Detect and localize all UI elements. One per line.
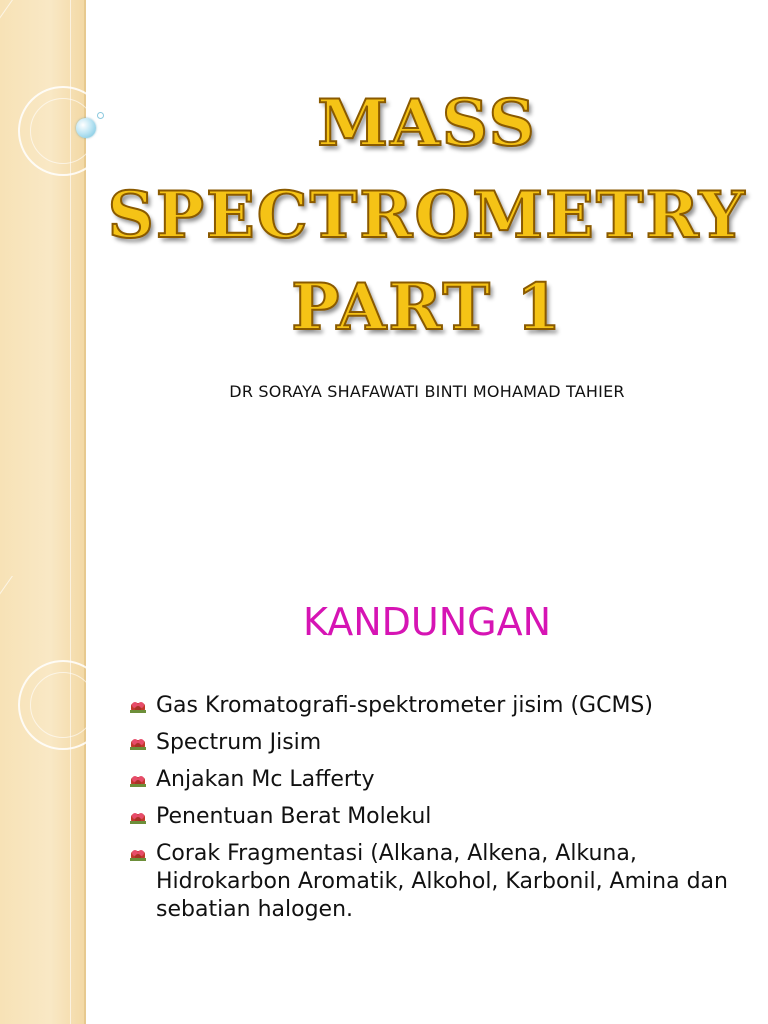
flower-bullet-icon: [130, 811, 146, 825]
list-item-text: Gas Kromatografi-spektrometer jisim (GCMS): [156, 693, 653, 718]
flower-bullet-icon: [130, 700, 146, 714]
flower-bullet-icon: [130, 737, 146, 751]
title-line-3: PART 1: [291, 270, 563, 345]
list-item: [130, 840, 750, 924]
list-item: [130, 692, 750, 720]
flower-bullet-icon: [130, 774, 146, 788]
side-diagonal-line: [0, 576, 85, 637]
list-item-text: Spectrum Jisim: [156, 730, 322, 755]
list-item-text: Corak Fragmentasi (Alkana, Alkena, Alkuna, Hidrokarbon Aromatik, Alkohol, Karbonil, Amina dan sebatian halogen.: [156, 841, 728, 922]
list-item: [130, 803, 750, 831]
contents-list: [130, 692, 750, 933]
slide-contents: [0, 576, 768, 1024]
side-diagonal-line: [0, 0, 85, 61]
list-item-text: Penentuan Berat Molekul: [156, 804, 432, 829]
slide-title-text: [86, 78, 768, 354]
list-item: [130, 729, 750, 757]
list-item: [130, 766, 750, 794]
title-line-2: SPECTROMETRY: [107, 178, 747, 253]
flower-bullet-icon: [130, 848, 146, 862]
contents-heading: KANDUNGAN: [302, 600, 552, 644]
side-decoration-band: [0, 0, 86, 576]
side-ring-inner: [30, 672, 96, 738]
author-name: DR SORAYA SHAFAWATI BINTI MOHAMAD TAHIER: [229, 382, 625, 401]
list-item-text: Anjakan Mc Lafferty: [156, 767, 375, 792]
title-line-1: MASS: [317, 86, 537, 161]
side-band-line: [70, 576, 71, 1024]
side-decoration-band: [0, 576, 86, 1024]
